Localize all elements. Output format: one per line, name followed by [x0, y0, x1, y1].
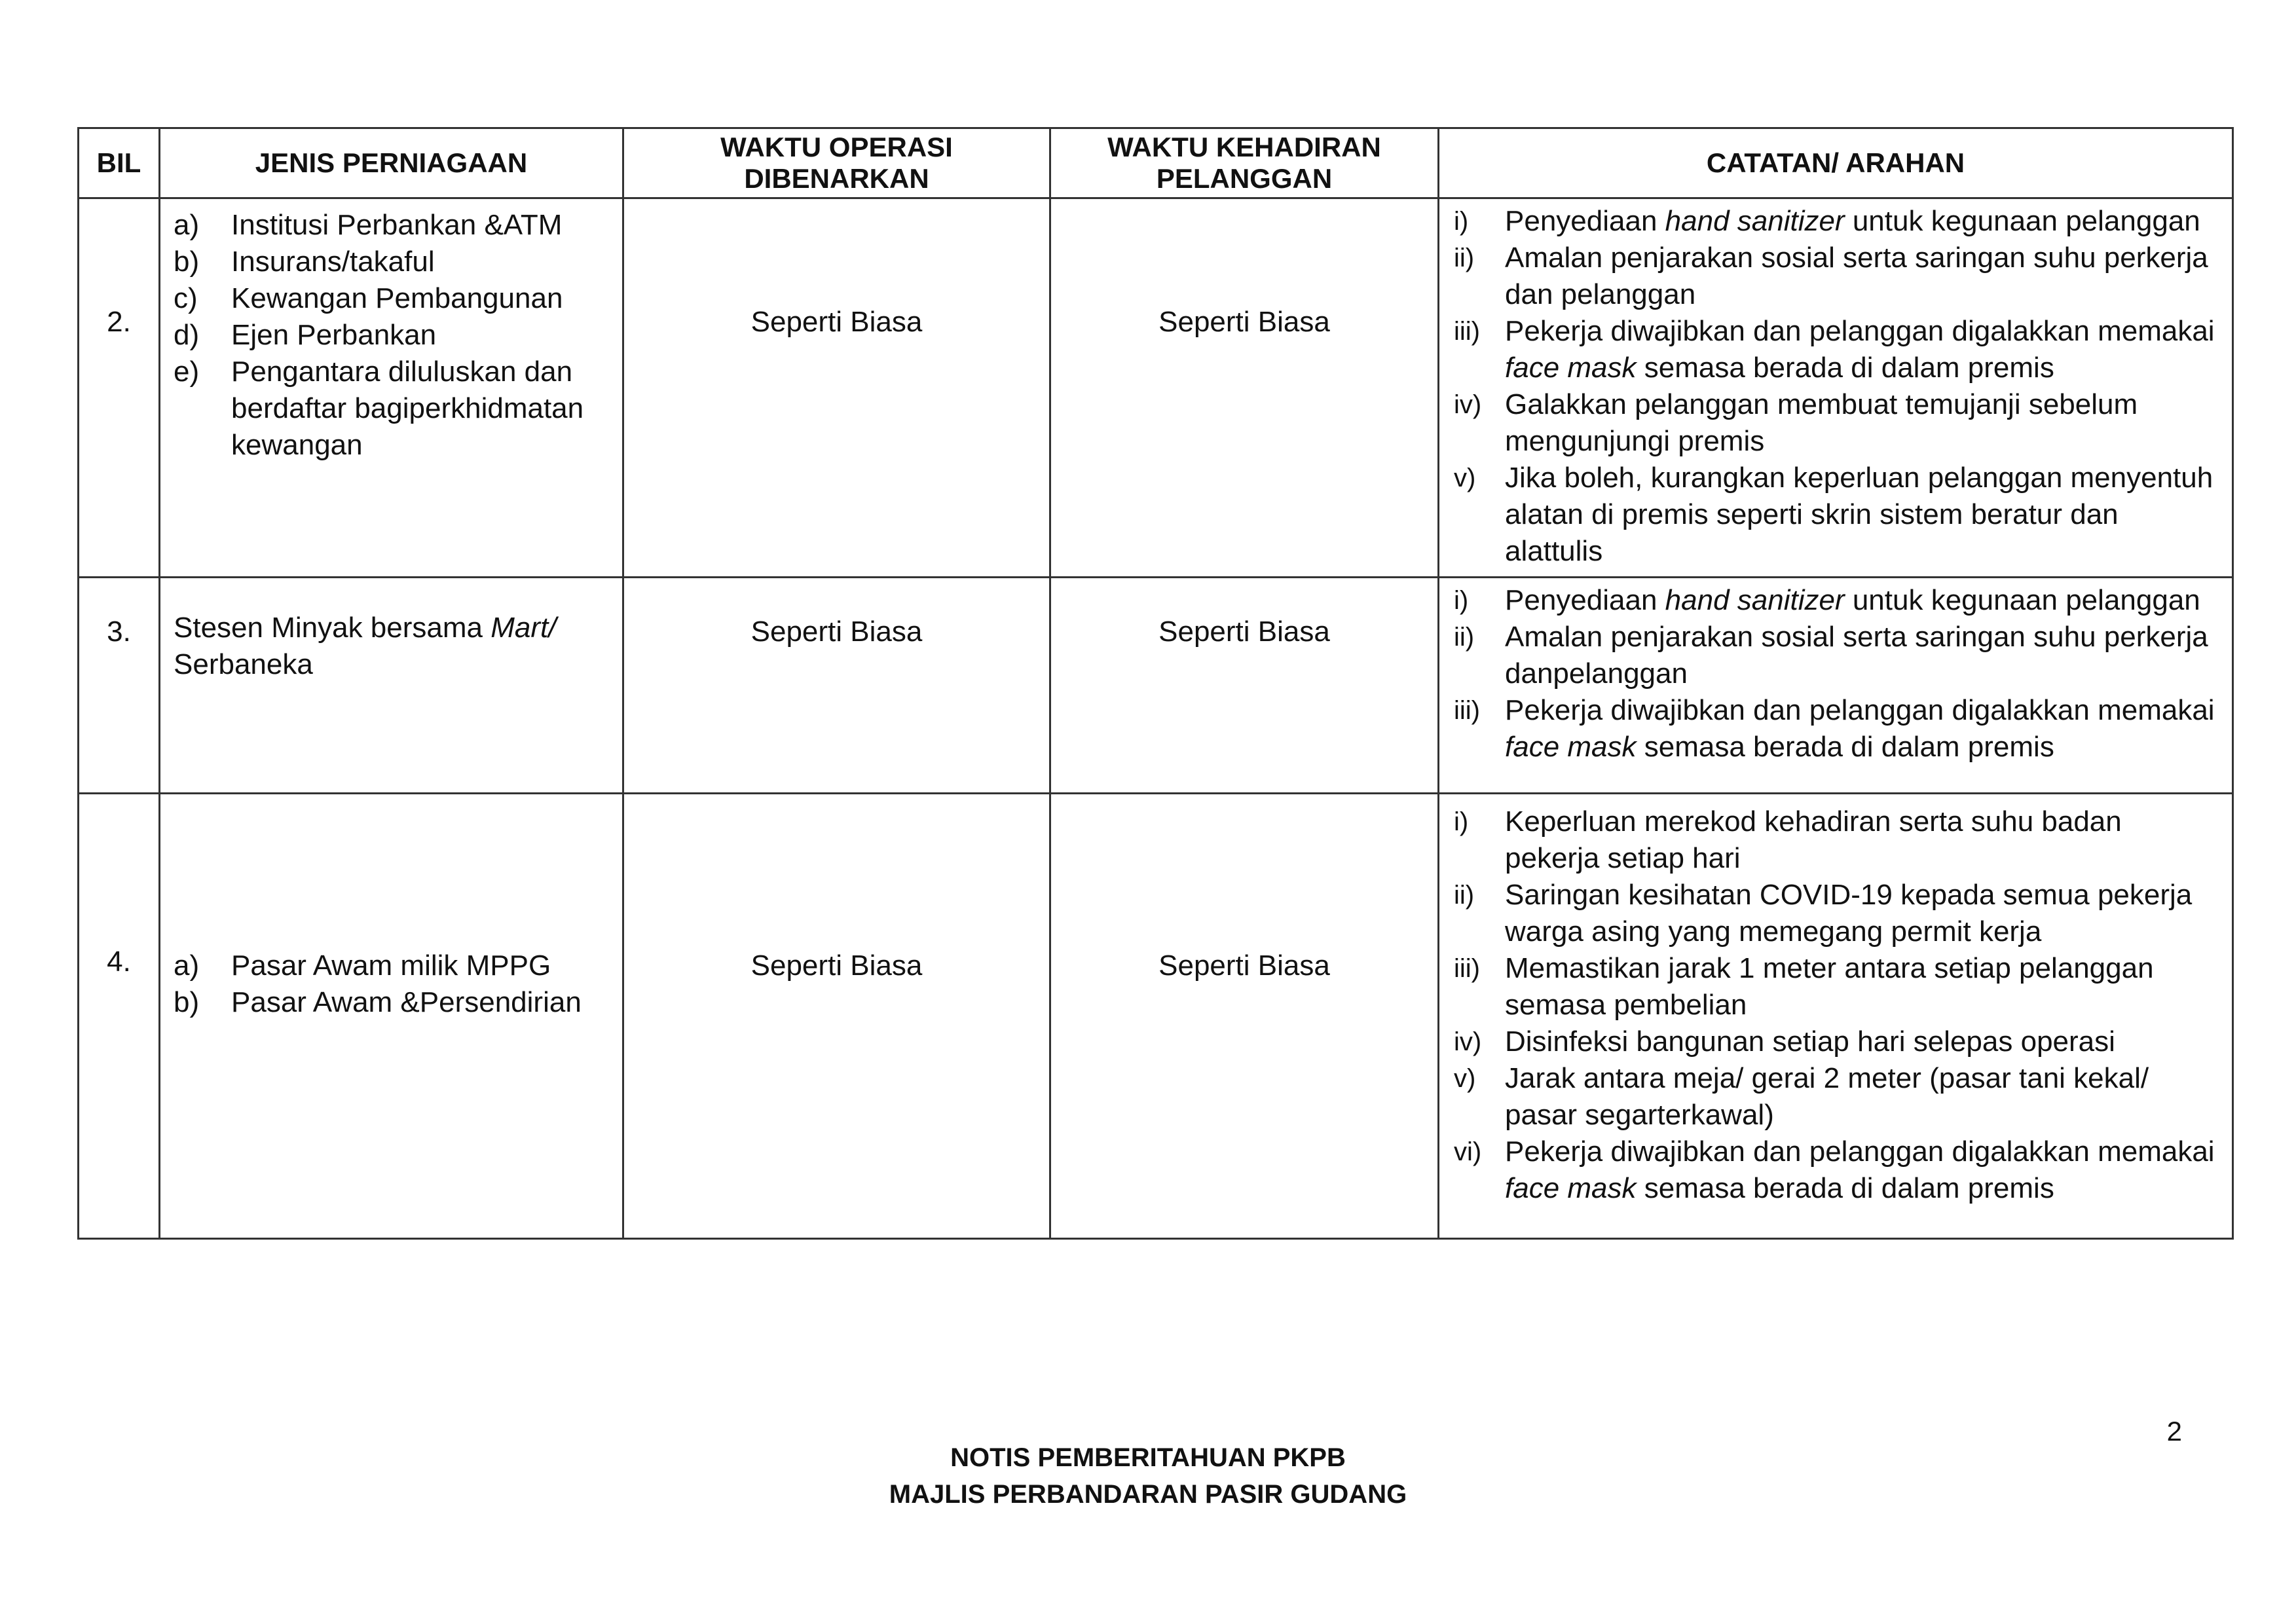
note-text-post: semasa berada di dalam premis: [1636, 352, 2054, 384]
note-marker: ii): [1454, 623, 1475, 652]
note-text-pre: Penyediaan: [1505, 205, 1665, 237]
item-text: Pengantara diluluskan dan berdaftar bagiperkhidmatan kewangan: [231, 356, 584, 461]
item-text: Pasar Awam milik MPPG: [231, 950, 551, 982]
note-text: Galakkan pelanggan membuat temujanji sebelum mengunjungi premis: [1505, 388, 2138, 457]
waktu-operasi-cell: Seperti Biasa: [623, 578, 1050, 794]
note-item: [1454, 386, 2219, 460]
note-text-post: untuk kegunaan pelanggan: [1844, 205, 2200, 237]
item-text: Ejen Perbankan: [231, 319, 437, 351]
item-marker: e): [174, 356, 200, 388]
note-text-post: semasa berada di dalam premis: [1636, 731, 2054, 763]
note-marker: v): [1454, 1064, 1476, 1093]
jenis-text-post: Serbaneka: [174, 648, 313, 680]
header-waktu-operasi: [623, 128, 1050, 198]
header-bil: BIL: [79, 128, 160, 198]
row-number: 3.: [79, 578, 160, 794]
page-number: 2: [2166, 1416, 2182, 1447]
header-jenis-perniagaan: JENIS PERNIAGAAN: [160, 128, 623, 198]
note-text: Amalan penjarakan sosial serta saringan suhu perkerja danpelanggan: [1505, 621, 2208, 690]
waktu-kehadiran-cell: Seperti Biasa: [1050, 794, 1439, 1239]
note-text-italic: hand sanitizer: [1665, 205, 1845, 237]
note-marker: ii): [1454, 881, 1475, 910]
item-marker: b): [174, 986, 200, 1018]
header-catatan-arahan: CATATAN/ ARAHAN: [1439, 128, 2233, 198]
note-text-italic: face mask: [1505, 1172, 1637, 1204]
note-text: [1505, 203, 2219, 240]
header-waktu-operasi-line1: WAKTU OPERASI: [720, 132, 953, 162]
note-text: Disinfeksi bangunan setiap hari selepas operasi: [1505, 1025, 2115, 1058]
item-marker: a): [174, 209, 200, 241]
note-text: Memastikan jarak 1 meter antara setiap pelanggan semasa pembelian: [1505, 952, 2154, 1021]
note-item: [1454, 240, 2219, 313]
note-text: [1505, 1134, 2219, 1207]
item-text: Kewangan Pembangunan: [231, 282, 563, 314]
row-number: 2.: [79, 198, 160, 578]
list-item: [174, 207, 609, 244]
jenis-text-pre: Stesen Minyak bersama: [174, 612, 491, 644]
note-text: Amalan penjarakan sosial serta saringan suhu perkerja dan pelanggan: [1505, 242, 2208, 310]
waktu-operasi-cell: Seperti Biasa: [623, 198, 1050, 578]
table-header-row: [79, 128, 2233, 198]
note-text-italic: face mask: [1505, 731, 1637, 763]
header-waktu-kehadiran-line2: PELANGGAN: [1156, 163, 1333, 194]
note-text-italic: face mask: [1505, 352, 1637, 384]
note-item: [1454, 950, 2219, 1024]
note-text-pre: Pekerja diwajibkan dan pelanggan digalakkan memakai: [1505, 1135, 2215, 1168]
row-number: 4.: [79, 794, 160, 1239]
note-text: Jarak antara meja/ gerai 2 meter (pasar tani kekal/ pasar segarterkawal): [1505, 1062, 2149, 1131]
note-marker: i): [1454, 586, 1469, 615]
note-marker: i): [1454, 207, 1469, 236]
note-text: Jika boleh, kurangkan keperluan pelanggan menyentuh alatan di premis seperti skrin sistem beratur dan alattulis: [1505, 462, 2213, 567]
note-text-pre: Pekerja diwajibkan dan pelanggan digalakkan memakai: [1505, 315, 2215, 347]
note-text-italic: hand sanitizer: [1665, 584, 1845, 616]
catatan-cell: [1439, 198, 2233, 578]
note-marker: iii): [1454, 696, 1480, 725]
list-item: [174, 317, 609, 354]
note-text: Keperluan merekod kehadiran serta suhu badan pekerja setiap hari: [1505, 805, 2122, 874]
item-text: Pasar Awam &Persendirian: [231, 986, 582, 1018]
note-item: [1454, 460, 2219, 570]
note-item: [1454, 803, 2219, 877]
table-row: [79, 794, 2233, 1239]
list-item: [174, 244, 609, 280]
document-footer: [0, 1439, 2296, 1513]
note-marker: iv): [1454, 1027, 1482, 1056]
note-text-pre: Pekerja diwajibkan dan pelanggan digalakkan memakai: [1505, 694, 2215, 726]
note-text-pre: Penyediaan: [1505, 584, 1665, 616]
note-text-post: semasa berada di dalam premis: [1636, 1172, 2054, 1204]
list-item: [174, 354, 609, 464]
note-text: [1505, 313, 2219, 386]
item-text: Institusi Perbankan &ATM: [231, 209, 563, 241]
list-item: [174, 948, 609, 984]
jenis-perniagaan-cell: [160, 794, 623, 1239]
table-row: [79, 578, 2233, 794]
item-marker: a): [174, 950, 200, 982]
catatan-cell: [1439, 578, 2233, 794]
item-text: Insurans/takaful: [231, 246, 435, 278]
note-item: [1454, 1060, 2219, 1134]
note-marker: ii): [1454, 244, 1475, 272]
list-item: [174, 984, 609, 1021]
waktu-operasi-cell: Seperti Biasa: [623, 794, 1050, 1239]
header-waktu-operasi-line2: DIBENARKAN: [744, 163, 929, 194]
jenis-text-italic: Mart/: [491, 612, 557, 644]
note-item: [1454, 692, 2219, 766]
header-waktu-kehadiran-line1: WAKTU KEHADIRAN: [1107, 132, 1381, 162]
note-marker: i): [1454, 807, 1469, 836]
jenis-perniagaan-cell: [160, 198, 623, 578]
note-item: [1454, 582, 2219, 619]
waktu-kehadiran-cell: Seperti Biasa: [1050, 578, 1439, 794]
note-text-post: untuk kegunaan pelanggan: [1844, 584, 2200, 616]
item-marker: d): [174, 319, 200, 351]
note-item: [1454, 877, 2219, 950]
note-marker: vi): [1454, 1137, 1482, 1166]
note-text: [1505, 582, 2219, 619]
note-item: [1454, 1024, 2219, 1060]
note-item: [1454, 1134, 2219, 1207]
footer-line-notice: NOTIS PEMBERITAHUAN PKPB: [950, 1443, 1346, 1472]
note-marker: iii): [1454, 954, 1480, 983]
note-marker: iv): [1454, 390, 1482, 419]
note-text: Saringan kesihatan COVID-19 kepada semua pekerja warga asing yang memegang permit kerja: [1505, 879, 2193, 948]
business-rules-table: [77, 127, 2234, 1240]
note-text: [1505, 692, 2219, 766]
note-item: [1454, 203, 2219, 240]
list-item: [174, 280, 609, 317]
note-marker: v): [1454, 464, 1476, 492]
item-marker: c): [174, 282, 198, 314]
item-marker: b): [174, 246, 200, 278]
catatan-cell: [1439, 794, 2233, 1239]
header-waktu-kehadiran: [1050, 128, 1439, 198]
jenis-perniagaan-cell: [160, 578, 623, 794]
note-marker: iii): [1454, 317, 1480, 346]
table-row: [79, 198, 2233, 578]
waktu-kehadiran-cell: Seperti Biasa: [1050, 198, 1439, 578]
note-item: [1454, 313, 2219, 386]
footer-line-council: MAJLIS PERBANDARAN PASIR GUDANG: [889, 1480, 1407, 1509]
note-item: [1454, 619, 2219, 692]
